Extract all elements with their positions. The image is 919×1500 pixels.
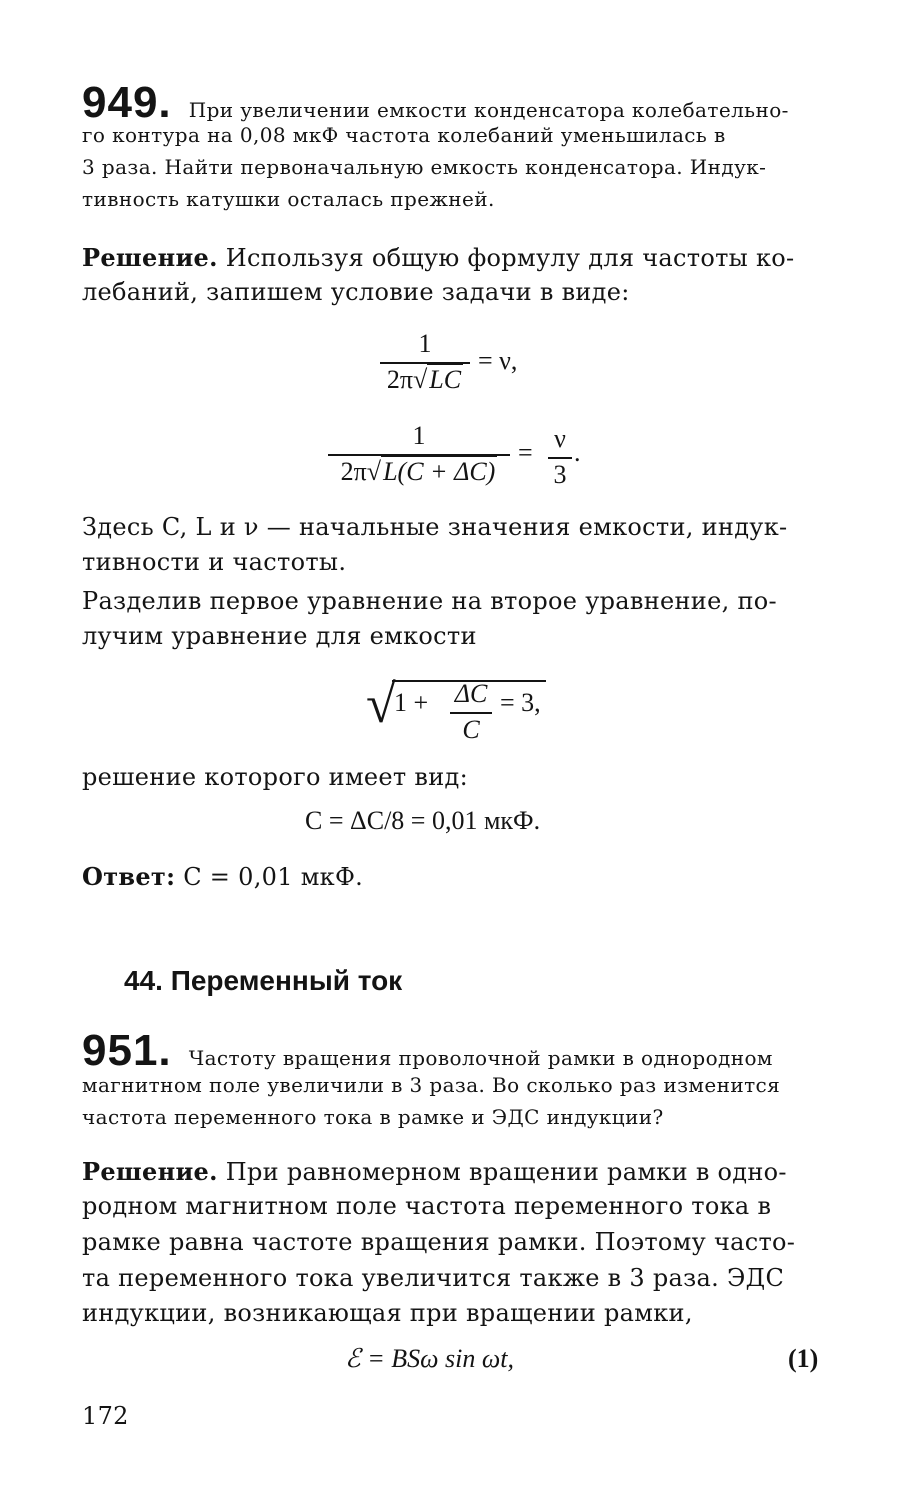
solution-label: Решение. xyxy=(82,243,218,272)
problem-condition-line: Частоту вращения проволочной рамки в однородном xyxy=(188,1046,773,1070)
problem-condition-line: 3 раза. Найти первоначальную емкость конденсатора. Индук- xyxy=(82,155,767,179)
solution-line: рамке равна частоте вращения рамки. Поэтому часто- xyxy=(82,1228,796,1256)
solution-intro-line: Решение. Используя общую формулу для частоты ко- xyxy=(82,243,795,272)
problem-condition-line: тивность катушки осталась прежней. xyxy=(82,187,495,211)
problem-949-header xyxy=(82,78,789,128)
equation-2-period: . xyxy=(574,438,581,467)
section-heading: 44. Переменный ток xyxy=(124,965,403,996)
problem-number: 951. xyxy=(82,1026,172,1075)
problem-condition-line: го контура на 0,08 мкФ частота колебаний уменьшилась в xyxy=(82,123,726,147)
answer-line xyxy=(82,862,363,891)
solution-line: родном магнитном поле частота переменного тока в xyxy=(82,1192,772,1220)
solution-line: та переменного тока увеличится также в 3 раза. ЭДС xyxy=(82,1264,785,1292)
equation-5: ℰ = BSω sin ωt, xyxy=(345,1344,514,1373)
equation-1-rhs: = ν, xyxy=(478,346,518,375)
solution-label: Решение. xyxy=(82,1157,218,1186)
text-line: Здесь C, L и ν — начальные значения емкости, индук- xyxy=(82,513,788,541)
problem-number: 949. xyxy=(82,78,172,127)
page-number: 172 xyxy=(82,1402,129,1430)
equation-4: C = ΔC/8 = 0,01 мкФ. xyxy=(305,806,541,835)
answer-value: C = 0,01 мкФ. xyxy=(175,863,364,891)
problem-condition-line: магнитном поле увеличили в 3 раза. Во сколько раз изменится xyxy=(82,1073,781,1097)
solution-line: Решение. При равномерном вращении рамки в одно- xyxy=(82,1157,787,1186)
problem-951-header xyxy=(82,1026,773,1076)
answer-label: Ответ: xyxy=(82,862,176,891)
equation-5-number: (1) xyxy=(788,1344,819,1373)
text-line: тивности и частоты. xyxy=(82,548,347,576)
equation-2-rhs-fraction: ν 3 xyxy=(548,425,572,489)
solution-line: индукции, возникающая при вращении рамки, xyxy=(82,1299,693,1327)
text-line: решение которого имеет вид: xyxy=(82,763,468,791)
text-line: Разделив первое уравнение на второе уравнение, по- xyxy=(82,587,777,615)
problem-condition-line: При увеличении емкости конденсатора колебательно- xyxy=(188,98,789,122)
equation-2-fraction: 1 2π√L(C + ΔC) xyxy=(328,422,510,486)
problem-condition-line: частота переменного тока в рамке и ЭДС индукции? xyxy=(82,1105,664,1129)
equation-2-equals: = xyxy=(518,438,533,467)
text-line: лучим уравнение для емкости xyxy=(82,622,477,650)
equation-1-fraction: 1 2π√LC xyxy=(380,330,470,394)
solution-intro-line: лебаний, запишем условие задачи в виде: xyxy=(82,278,630,306)
